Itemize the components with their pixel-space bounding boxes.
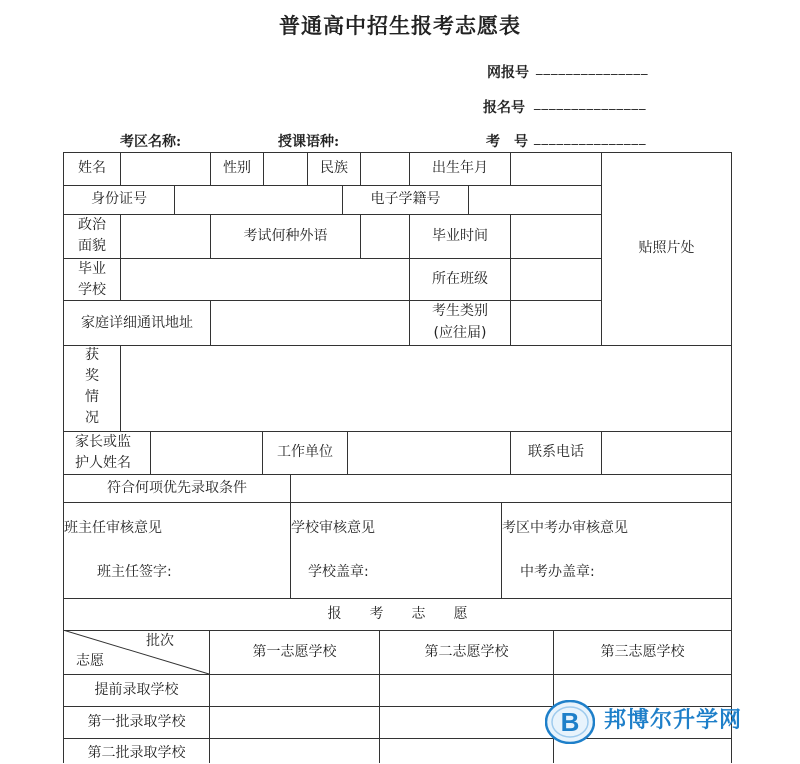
- label-batch: 批次: [146, 633, 174, 649]
- label-teacher-sign: 班主任签字:: [97, 564, 172, 580]
- label-awards-2: 奖: [85, 368, 99, 384]
- row-line: [63, 431, 732, 432]
- reg-number-blank: _______________: [534, 96, 647, 111]
- label-office-seal: 中考办盖章:: [520, 564, 595, 580]
- row-line: [63, 185, 601, 186]
- label-politics-1: 政治: [78, 217, 106, 233]
- col-line: [468, 185, 469, 214]
- label-politics-2: 面貌: [78, 238, 106, 254]
- col-line: [360, 152, 361, 185]
- reg-number-label: 报名号: [483, 100, 525, 116]
- label-third-choice: 第三志愿学校: [600, 644, 685, 660]
- row-second-batch: 第二批录取学校: [87, 745, 186, 761]
- row-line: [63, 214, 601, 215]
- label-student-id: 电子学籍号: [370, 191, 441, 207]
- row-line: [63, 152, 732, 153]
- row-line: [63, 258, 601, 259]
- label-grad-school-1: 毕业: [78, 261, 106, 277]
- label-gender: 性别: [223, 160, 251, 176]
- row-line: [63, 345, 732, 346]
- language-label: 授课语种:: [278, 134, 340, 150]
- label-priority: 符合何项优先录取条件: [107, 480, 247, 496]
- label-work-unit: 工作单位: [277, 444, 333, 460]
- row-line: [63, 738, 732, 739]
- label-wishes-title: 报 考 志 愿: [327, 606, 468, 622]
- label-category-1: 考生类别: [432, 303, 488, 319]
- label-class: 所在班级: [432, 271, 488, 287]
- label-awards-4: 况: [85, 410, 99, 426]
- net-number-label: 网报号: [487, 65, 529, 81]
- col-line: [120, 214, 121, 300]
- watermark-letter: B: [560, 707, 580, 737]
- col-line: [347, 431, 348, 474]
- col-line: [210, 300, 211, 345]
- page-title: 普通高中招生报考志愿表: [279, 13, 521, 38]
- label-grad-school-2: 学校: [78, 282, 106, 298]
- col-line: [290, 474, 291, 502]
- label-office-review: 考区中考办审核意见: [502, 520, 628, 536]
- col-line: [501, 502, 502, 598]
- label-photo: 贴照片处: [638, 240, 695, 256]
- col-line: [731, 152, 732, 763]
- watermark-logo-icon: [545, 700, 595, 744]
- label-awards-1: 获: [85, 347, 99, 363]
- watermark-text: 邦博尔升学网: [604, 708, 743, 733]
- col-line: [263, 152, 264, 185]
- col-line: [120, 345, 121, 431]
- exam-number-blank: _______________: [534, 131, 647, 146]
- row-first-batch: 第一批录取学校: [87, 714, 186, 730]
- col-line: [290, 502, 291, 598]
- label-birth: 出生年月: [432, 160, 488, 176]
- net-number-blank: _______________: [536, 61, 649, 76]
- label-second-choice: 第二志愿学校: [424, 644, 509, 660]
- col-line: [150, 431, 151, 474]
- label-phone: 联系电话: [528, 444, 584, 460]
- label-guardian-2: 护人姓名: [75, 455, 131, 471]
- row-line: [63, 474, 732, 475]
- label-guardian-1: 家长或监: [75, 434, 131, 450]
- area-name-label: 考区名称:: [120, 134, 182, 150]
- label-address: 家庭详细通讯地址: [81, 315, 193, 331]
- label-name: 姓名: [78, 160, 106, 176]
- row-line: [63, 598, 732, 599]
- col-line: [120, 152, 121, 185]
- col-line: [360, 214, 361, 258]
- row-advance: 提前录取学校: [94, 682, 179, 698]
- col-line: [601, 431, 602, 474]
- label-grad-time: 毕业时间: [432, 228, 488, 244]
- label-awards-3: 情: [85, 389, 99, 405]
- row-line: [63, 502, 732, 503]
- col-line: [510, 152, 511, 185]
- col-line: [174, 185, 175, 214]
- label-school-review: 学校审核意见: [291, 520, 375, 536]
- label-ethnicity: 民族: [320, 160, 348, 176]
- col-line: [510, 214, 511, 345]
- exam-number-label: 考 号: [486, 134, 528, 150]
- label-foreign-lang: 考试何种外语: [243, 228, 328, 244]
- label-id-card: 身份证号: [91, 191, 147, 207]
- label-category-2: (应往届): [433, 325, 487, 341]
- label-school-seal: 学校盖章:: [308, 564, 369, 580]
- label-teacher-review: 班主任审核意见: [64, 520, 162, 536]
- label-first-choice: 第一志愿学校: [252, 644, 337, 660]
- row-line: [63, 300, 601, 301]
- label-wish: 志愿: [76, 653, 104, 669]
